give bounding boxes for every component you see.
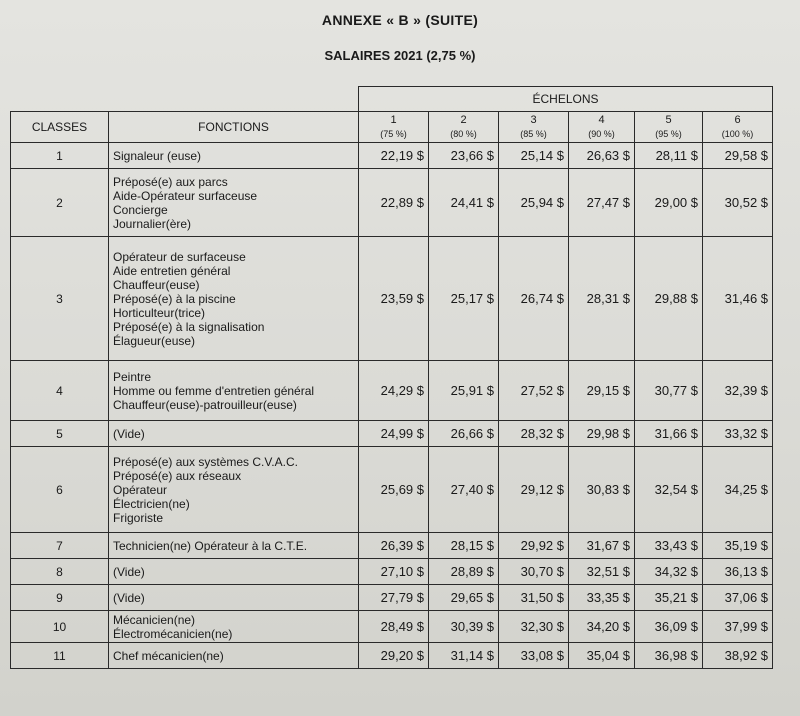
salary-cell: 37,06 $ bbox=[703, 585, 773, 611]
salary-cell: 27,10 $ bbox=[359, 559, 429, 585]
echelon-number: 2 bbox=[460, 114, 467, 126]
salary-cell: 32,39 $ bbox=[703, 361, 773, 421]
function-label: Frigoriste bbox=[113, 510, 164, 525]
echelons-header: ÉCHELONS bbox=[359, 87, 773, 112]
salary-cell: 36,98 $ bbox=[635, 643, 703, 669]
echelon-header-5 bbox=[635, 112, 703, 143]
salary-cell: 22,89 $ bbox=[359, 169, 429, 237]
table-row bbox=[11, 143, 773, 169]
function-cell bbox=[109, 361, 359, 421]
salary-cell: 25,17 $ bbox=[429, 237, 499, 361]
table-row bbox=[11, 237, 773, 361]
echelon-percent: (85 %) bbox=[520, 129, 547, 139]
class-cell: 10 bbox=[11, 611, 109, 643]
salary-cell: 24,99 $ bbox=[359, 421, 429, 447]
function-label: Peintre bbox=[113, 369, 152, 384]
salary-cell: 29,65 $ bbox=[429, 585, 499, 611]
salary-cell: 30,52 $ bbox=[703, 169, 773, 237]
salary-cell: 23,59 $ bbox=[359, 237, 429, 361]
function-label: Élagueur(euse) bbox=[113, 333, 196, 348]
fonctions-header: FONCTIONS bbox=[109, 112, 359, 143]
class-cell: 8 bbox=[11, 559, 109, 585]
salary-cell: 32,30 $ bbox=[499, 611, 569, 643]
salary-cell: 32,54 $ bbox=[635, 447, 703, 533]
echelon-percent: (80 %) bbox=[450, 129, 477, 139]
salary-cell: 32,51 $ bbox=[569, 559, 635, 585]
table-row bbox=[11, 585, 773, 611]
classes-header: CLASSES bbox=[11, 112, 109, 143]
salary-cell: 34,32 $ bbox=[635, 559, 703, 585]
function-label: Technicien(ne) Opérateur à la C.T.E. bbox=[113, 538, 308, 553]
salary-cell: 29,98 $ bbox=[569, 421, 635, 447]
salary-cell: 31,14 $ bbox=[429, 643, 499, 669]
salary-cell: 28,11 $ bbox=[635, 143, 703, 169]
echelon-percent: (95 %) bbox=[655, 129, 682, 139]
salary-cell: 31,50 $ bbox=[499, 585, 569, 611]
salary-table bbox=[10, 86, 773, 669]
function-label: Opérateur bbox=[113, 482, 168, 497]
function-label: Électricien(ne) bbox=[113, 496, 190, 511]
function-cell bbox=[109, 421, 359, 447]
table-row bbox=[11, 447, 773, 533]
echelon-percent: (100 %) bbox=[721, 129, 754, 139]
echelon-header-3 bbox=[499, 112, 569, 143]
function-label: Préposé(e) aux systèmes C.V.A.C. bbox=[113, 454, 298, 469]
function-cell bbox=[109, 237, 359, 361]
table-row bbox=[11, 611, 773, 643]
echelon-number: 3 bbox=[530, 114, 537, 126]
salary-cell: 25,14 $ bbox=[499, 143, 569, 169]
function-label: Préposé(e) à la signalisation bbox=[113, 319, 265, 334]
table-row bbox=[11, 533, 773, 559]
salary-cell: 25,69 $ bbox=[359, 447, 429, 533]
salary-cell: 35,19 $ bbox=[703, 533, 773, 559]
class-cell: 9 bbox=[11, 585, 109, 611]
salary-cell: 27,47 $ bbox=[569, 169, 635, 237]
function-cell bbox=[109, 143, 359, 169]
salary-cell: 26,39 $ bbox=[359, 533, 429, 559]
salary-cell: 29,92 $ bbox=[499, 533, 569, 559]
function-cell bbox=[109, 169, 359, 237]
column-header-row bbox=[11, 112, 773, 143]
table-row bbox=[11, 169, 773, 237]
table-row bbox=[11, 559, 773, 585]
class-cell: 6 bbox=[11, 447, 109, 533]
function-label: Chauffeur(euse) bbox=[113, 277, 200, 292]
salary-cell: 28,32 $ bbox=[499, 421, 569, 447]
salary-cell: 35,21 $ bbox=[635, 585, 703, 611]
function-cell bbox=[109, 585, 359, 611]
salary-cell: 22,19 $ bbox=[359, 143, 429, 169]
salary-cell: 33,35 $ bbox=[569, 585, 635, 611]
salary-cell: 36,13 $ bbox=[703, 559, 773, 585]
echelon-header-2 bbox=[429, 112, 499, 143]
salary-cell: 34,25 $ bbox=[703, 447, 773, 533]
salary-cell: 30,70 $ bbox=[499, 559, 569, 585]
function-label: Opérateur de surfaceuse bbox=[113, 249, 246, 264]
echelon-number: 1 bbox=[390, 114, 397, 126]
salary-cell: 37,99 $ bbox=[703, 611, 773, 643]
class-cell: 1 bbox=[11, 143, 109, 169]
salary-cell: 28,31 $ bbox=[569, 237, 635, 361]
echelon-percent: (75 %) bbox=[380, 129, 407, 139]
salary-cell: 35,04 $ bbox=[569, 643, 635, 669]
function-cell bbox=[109, 559, 359, 585]
salary-cell: 25,91 $ bbox=[429, 361, 499, 421]
function-label: Aide-Opérateur surfaceuse bbox=[113, 188, 258, 203]
salary-cell: 31,46 $ bbox=[703, 237, 773, 361]
function-label: (Vide) bbox=[113, 426, 145, 441]
salary-cell: 30,83 $ bbox=[569, 447, 635, 533]
function-cell bbox=[109, 447, 359, 533]
echelon-number: 4 bbox=[598, 114, 605, 126]
salary-cell: 29,15 $ bbox=[569, 361, 635, 421]
salary-cell: 27,52 $ bbox=[499, 361, 569, 421]
class-cell: 4 bbox=[11, 361, 109, 421]
function-cell bbox=[109, 643, 359, 669]
salary-cell: 27,79 $ bbox=[359, 585, 429, 611]
salary-cell: 25,94 $ bbox=[499, 169, 569, 237]
salary-cell: 28,89 $ bbox=[429, 559, 499, 585]
salary-cell: 26,66 $ bbox=[429, 421, 499, 447]
salary-cell: 28,15 $ bbox=[429, 533, 499, 559]
function-label: Préposé(e) aux parcs bbox=[113, 174, 228, 189]
salary-cell: 23,66 $ bbox=[429, 143, 499, 169]
function-label: Concierge bbox=[113, 202, 168, 217]
echelons-header-row bbox=[11, 87, 773, 112]
class-cell: 5 bbox=[11, 421, 109, 447]
salary-cell: 28,49 $ bbox=[359, 611, 429, 643]
function-label: Mécanicien(ne) bbox=[113, 612, 196, 627]
function-label: Électromécanicien(ne) bbox=[113, 626, 233, 641]
function-label: Horticulteur(trice) bbox=[113, 305, 206, 320]
echelon-header-1 bbox=[359, 112, 429, 143]
function-label: Journalier(ère) bbox=[113, 216, 192, 231]
function-label: Homme ou femme d'entretien général bbox=[113, 383, 315, 398]
class-cell: 11 bbox=[11, 643, 109, 669]
page-subtitle: SALAIRES 2021 (2,75 %) bbox=[324, 48, 476, 63]
function-label: Signaleur (euse) bbox=[113, 148, 202, 163]
salary-cell: 34,20 $ bbox=[569, 611, 635, 643]
salary-cell: 29,12 $ bbox=[499, 447, 569, 533]
salary-cell: 38,92 $ bbox=[703, 643, 773, 669]
class-cell: 7 bbox=[11, 533, 109, 559]
salary-cell: 26,74 $ bbox=[499, 237, 569, 361]
function-label: (Vide) bbox=[113, 590, 145, 605]
salary-cell: 27,40 $ bbox=[429, 447, 499, 533]
salary-cell: 33,43 $ bbox=[635, 533, 703, 559]
function-cell bbox=[109, 533, 359, 559]
salary-cell: 31,66 $ bbox=[635, 421, 703, 447]
salary-cell: 29,20 $ bbox=[359, 643, 429, 669]
table-row bbox=[11, 643, 773, 669]
function-cell bbox=[109, 611, 359, 643]
salary-cell: 29,88 $ bbox=[635, 237, 703, 361]
class-cell: 2 bbox=[11, 169, 109, 237]
table-row bbox=[11, 421, 773, 447]
salary-cell: 33,32 $ bbox=[703, 421, 773, 447]
function-label: (Vide) bbox=[113, 564, 145, 579]
function-label: Préposé(e) à la piscine bbox=[113, 291, 236, 306]
echelon-header-6 bbox=[703, 112, 773, 143]
salary-cell: 29,00 $ bbox=[635, 169, 703, 237]
page-title: ANNEXE « B » (SUITE) bbox=[321, 12, 479, 28]
salary-cell: 36,09 $ bbox=[635, 611, 703, 643]
table-row bbox=[11, 361, 773, 421]
function-label: Chauffeur(euse)-patrouilleur(euse) bbox=[113, 397, 297, 412]
salary-cell: 33,08 $ bbox=[499, 643, 569, 669]
class-cell: 3 bbox=[11, 237, 109, 361]
salary-cell: 26,63 $ bbox=[569, 143, 635, 169]
echelon-number: 6 bbox=[734, 114, 741, 126]
echelon-header-4 bbox=[569, 112, 635, 143]
salary-cell: 29,58 $ bbox=[703, 143, 773, 169]
salary-cell: 24,29 $ bbox=[359, 361, 429, 421]
function-label: Aide entretien général bbox=[113, 263, 231, 278]
salary-cell: 24,41 $ bbox=[429, 169, 499, 237]
echelon-number: 5 bbox=[665, 114, 672, 126]
salary-cell: 30,39 $ bbox=[429, 611, 499, 643]
function-label: Chef mécanicien(ne) bbox=[113, 648, 224, 663]
function-label: Préposé(e) aux réseaux bbox=[113, 468, 242, 483]
echelon-percent: (90 %) bbox=[588, 129, 615, 139]
salary-cell: 31,67 $ bbox=[569, 533, 635, 559]
salary-cell: 30,77 $ bbox=[635, 361, 703, 421]
